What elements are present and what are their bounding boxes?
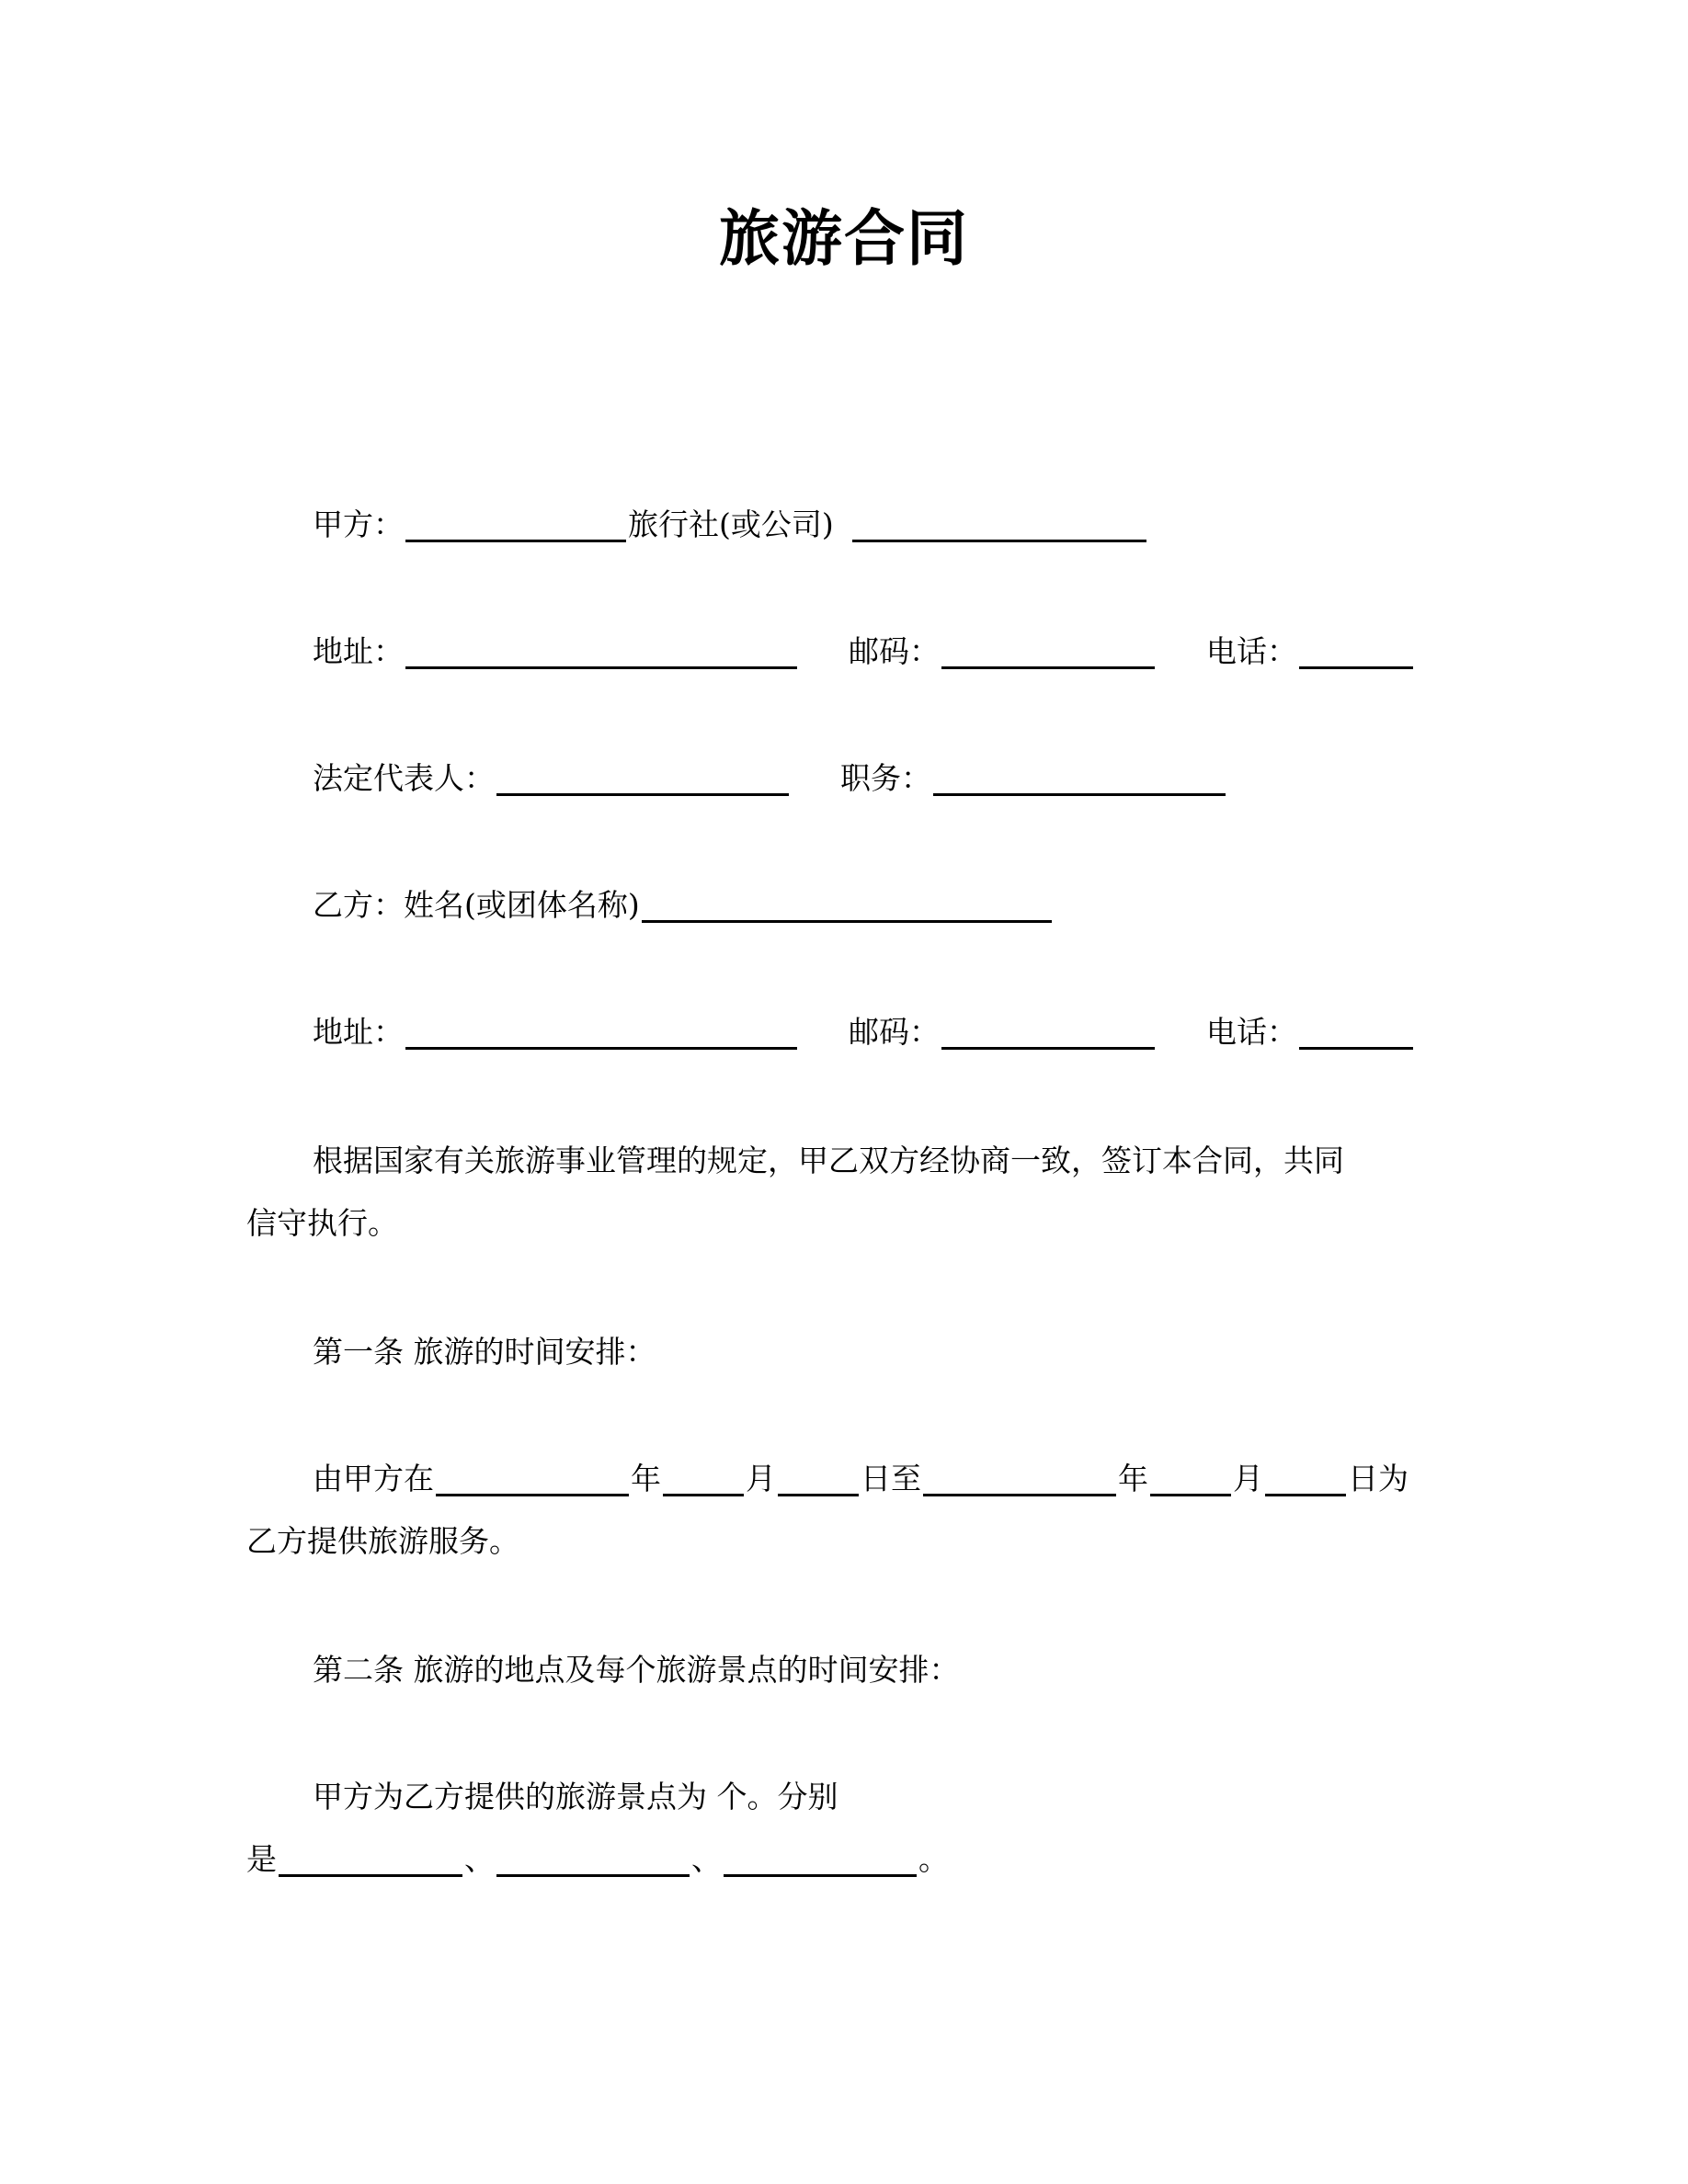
end-month-blank[interactable] <box>1150 1462 1231 1496</box>
party-b-line <box>313 884 1054 927</box>
month-label: 月 <box>1233 1461 1263 1496</box>
start-day-blank[interactable] <box>778 1462 859 1496</box>
site-1-blank[interactable] <box>279 1843 462 1877</box>
day-for-label: 日为 <box>1348 1461 1409 1496</box>
party-b-address-line <box>313 1011 1415 1053</box>
separator: 、 <box>691 1841 722 1877</box>
end-year-blank[interactable] <box>923 1462 1116 1496</box>
agency-suffix: 旅行社(或公司) <box>628 506 834 542</box>
end-day-blank[interactable] <box>1265 1462 1346 1496</box>
party-a-postcode-blank[interactable] <box>941 635 1155 669</box>
month-label: 月 <box>746 1461 776 1496</box>
article-1-heading: 第一条 旅游的时间安排： <box>313 1334 656 1370</box>
site-2-blank[interactable] <box>496 1843 690 1877</box>
postcode-label: 邮码： <box>849 633 940 669</box>
party-b-address-blank[interactable] <box>405 1016 797 1050</box>
start-month-blank[interactable] <box>663 1462 744 1496</box>
party-b-label: 乙方：姓名(或团体名称) <box>313 887 640 923</box>
party-a-rep-blank[interactable] <box>496 762 789 796</box>
phone-label: 电话： <box>1206 1014 1297 1050</box>
document-title: 旅游合同 <box>719 203 969 274</box>
day-to-label: 日至 <box>861 1461 921 1496</box>
address-label: 地址： <box>313 1014 404 1050</box>
separator: 、 <box>464 1841 495 1877</box>
article-2-line-2 <box>246 1838 949 1881</box>
article-1-prefix: 由甲方在 <box>313 1461 434 1496</box>
year-label: 年 <box>1118 1461 1148 1496</box>
article-2-line-1: 甲方为乙方提供的旅游景点为 个。分别 <box>313 1779 838 1814</box>
party-a-position-blank[interactable] <box>933 762 1226 796</box>
party-a-address-blank[interactable] <box>405 635 797 669</box>
party-a-label: 甲方： <box>313 506 404 542</box>
party-a-line <box>313 504 1148 546</box>
end-mark: 。 <box>918 1841 949 1877</box>
party-a-company-blank[interactable] <box>852 508 1146 542</box>
party-b-phone-blank[interactable] <box>1299 1016 1413 1050</box>
year-label: 年 <box>631 1461 661 1496</box>
start-year-blank[interactable] <box>436 1462 629 1496</box>
article-2-prefix: 是 <box>246 1841 277 1877</box>
party-b-name-blank[interactable] <box>642 889 1052 923</box>
preamble-line-2: 信守执行。 <box>246 1205 398 1241</box>
article-2-heading: 第二条 旅游的地点及每个旅游景点的时间安排： <box>313 1652 960 1688</box>
phone-label: 电话： <box>1206 633 1297 669</box>
article-1-dates-line <box>313 1458 1409 1500</box>
article-1-line-2: 乙方提供旅游服务。 <box>246 1523 519 1559</box>
position-label: 职务： <box>840 760 931 796</box>
postcode-label: 邮码： <box>849 1014 940 1050</box>
party-a-name-blank[interactable] <box>405 508 626 542</box>
party-a-phone-blank[interactable] <box>1299 635 1413 669</box>
rep-label: 法定代表人： <box>313 760 495 796</box>
party-b-postcode-blank[interactable] <box>941 1016 1155 1050</box>
site-3-blank[interactable] <box>724 1843 917 1877</box>
preamble-line-1: 根据国家有关旅游事业管理的规定，甲乙双方经协商一致，签订本合同，共同 <box>313 1143 1344 1178</box>
party-a-address-line <box>313 631 1415 673</box>
address-label: 地址： <box>313 633 404 669</box>
party-a-rep-line <box>313 757 1227 800</box>
